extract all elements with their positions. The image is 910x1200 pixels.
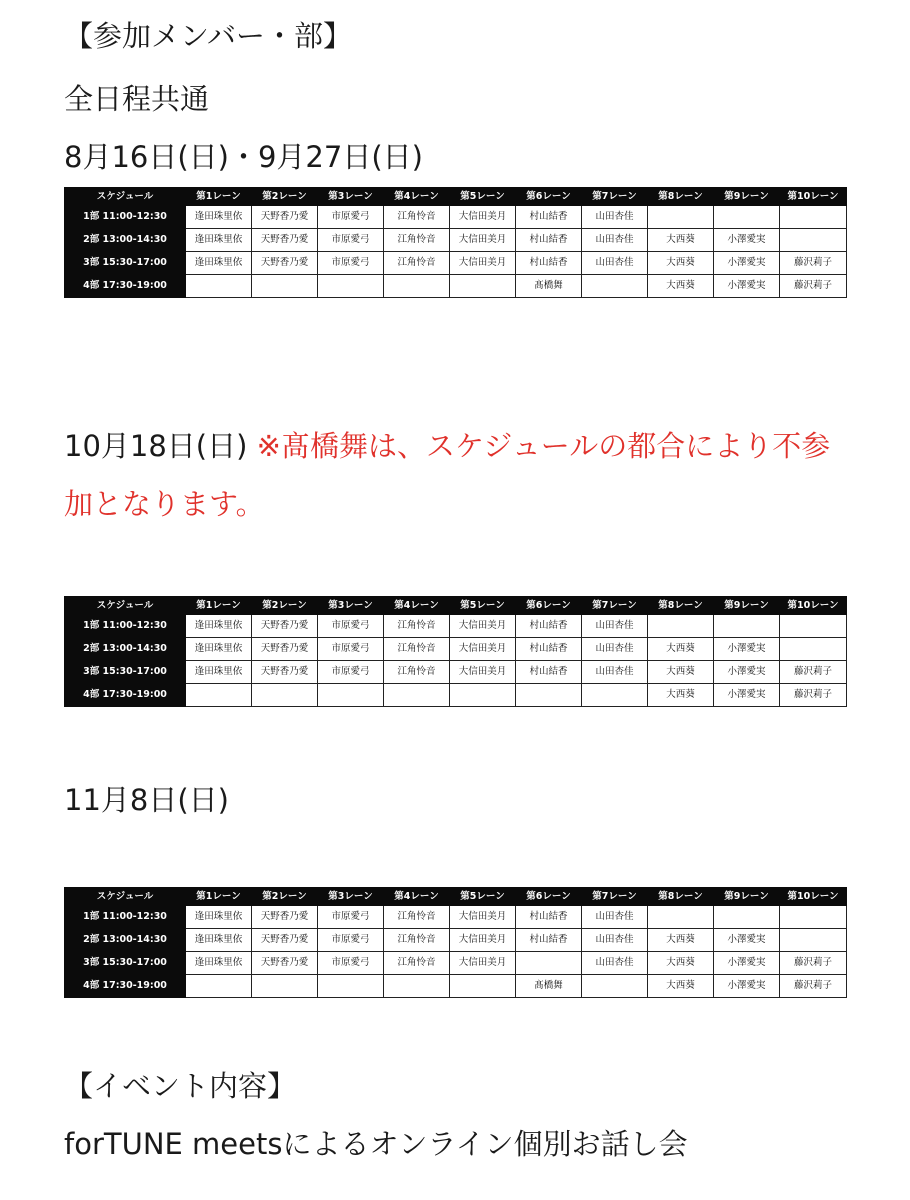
table-header-row: [65, 188, 847, 206]
common-schedule-label: 全日程共通: [64, 82, 210, 116]
member-cell: 天野香乃愛: [252, 906, 318, 929]
table-row: [65, 638, 847, 661]
member-cell: 市原愛弓: [318, 906, 384, 929]
member-cell: 逢田珠里依: [186, 661, 252, 684]
member-cell: 大西葵: [648, 275, 714, 298]
member-cell: 小澤愛実: [714, 684, 780, 707]
member-cell: [780, 206, 847, 229]
slot-label: 2部 13:00-14:30: [65, 638, 186, 661]
member-cell: [186, 684, 252, 707]
member-cell: 天野香乃愛: [252, 929, 318, 952]
member-cell: 小澤愛実: [714, 661, 780, 684]
member-cell: 大西葵: [648, 975, 714, 998]
header-lane-3: 第3レーン: [318, 597, 384, 615]
header-schedule-cell: スケジュール: [65, 188, 186, 206]
member-cell: 逢田珠里依: [186, 638, 252, 661]
member-cell: [450, 684, 516, 707]
header-lane-3: 第3レーン: [318, 888, 384, 906]
member-cell: 市原愛弓: [318, 952, 384, 975]
member-cell: 市原愛弓: [318, 929, 384, 952]
header-lane-2: 第2レーン: [252, 888, 318, 906]
member-cell: 村山結香: [516, 929, 582, 952]
header-lane-7: 第7レーン: [582, 888, 648, 906]
table-row: [65, 906, 847, 929]
member-cell: 大信田美月: [450, 661, 516, 684]
member-cell: [318, 684, 384, 707]
member-cell: 山田杏佳: [582, 638, 648, 661]
member-cell: [648, 615, 714, 638]
member-cell: 大信田美月: [450, 906, 516, 929]
table-header-row: [65, 597, 847, 615]
member-cell: 大信田美月: [450, 929, 516, 952]
member-cell: [582, 275, 648, 298]
member-cell: 逢田珠里依: [186, 252, 252, 275]
member-cell: 天野香乃愛: [252, 952, 318, 975]
member-cell: 江角怜音: [384, 638, 450, 661]
header-lane-9: 第9レーン: [714, 597, 780, 615]
member-cell: [714, 206, 780, 229]
member-cell: 村山結香: [516, 638, 582, 661]
member-cell: 天野香乃愛: [252, 661, 318, 684]
member-cell: 江角怜音: [384, 229, 450, 252]
table-row: [65, 206, 847, 229]
header-lane-8: 第8レーン: [648, 888, 714, 906]
header-lane-6: 第6レーン: [516, 597, 582, 615]
header-lane-5: 第5レーン: [450, 597, 516, 615]
member-cell: 大西葵: [648, 661, 714, 684]
slot-label: 1部 11:00-12:30: [65, 615, 186, 638]
member-cell: 天野香乃愛: [252, 638, 318, 661]
member-cell: 山田杏佳: [582, 206, 648, 229]
header-lane-2: 第2レーン: [252, 188, 318, 206]
member-cell: 村山結香: [516, 661, 582, 684]
member-cell: 藤沢莉子: [780, 975, 847, 998]
header-lane-4: 第4レーン: [384, 888, 450, 906]
table-row: [65, 929, 847, 952]
header-lane-10: 第10レーン: [780, 888, 847, 906]
member-cell: [186, 975, 252, 998]
member-cell: 山田杏佳: [582, 252, 648, 275]
member-cell: [516, 684, 582, 707]
absence-notice-continued: 加となります。: [64, 487, 265, 521]
header-lane-10: 第10レーン: [780, 597, 847, 615]
member-cell: 大西葵: [648, 684, 714, 707]
member-cell: [780, 906, 847, 929]
header-lane-5: 第5レーン: [450, 888, 516, 906]
member-cell: 山田杏佳: [582, 952, 648, 975]
schedule-table-nov: [64, 887, 847, 998]
member-cell: [384, 975, 450, 998]
header-lane-3: 第3レーン: [318, 188, 384, 206]
member-cell: [582, 684, 648, 707]
absence-notice: ※髙橋舞は、スケジュールの都合により不参: [256, 429, 831, 463]
header-lane-2: 第2レーン: [252, 597, 318, 615]
member-cell: 大信田美月: [450, 615, 516, 638]
member-cell: 山田杏佳: [582, 229, 648, 252]
header-lane-4: 第4レーン: [384, 188, 450, 206]
slot-label: 3部 15:30-17:00: [65, 661, 186, 684]
table-row: [65, 952, 847, 975]
member-cell: [780, 638, 847, 661]
member-cell: [582, 975, 648, 998]
member-cell: 小澤愛実: [714, 929, 780, 952]
member-cell: 大信田美月: [450, 952, 516, 975]
header-lane-8: 第8レーン: [648, 188, 714, 206]
header-lane-9: 第9レーン: [714, 888, 780, 906]
table-header-row: [65, 888, 847, 906]
header-lane-9: 第9レーン: [714, 188, 780, 206]
member-cell: 天野香乃愛: [252, 206, 318, 229]
table-row: [65, 684, 847, 707]
member-cell: [714, 615, 780, 638]
member-cell: [780, 229, 847, 252]
event-content-heading: 【イベント内容】: [64, 1069, 297, 1103]
table-row: [65, 975, 847, 998]
member-cell: 江角怜音: [384, 206, 450, 229]
member-cell: 藤沢莉子: [780, 275, 847, 298]
date-oct-text: 10月18日(日): [64, 429, 248, 463]
header-lane-8: 第8レーン: [648, 597, 714, 615]
date-heading-aug-sep: 8月16日(日)・9月27日(日): [64, 140, 423, 174]
slot-label: 2部 13:00-14:30: [65, 929, 186, 952]
member-cell: 大信田美月: [450, 229, 516, 252]
member-cell: 藤沢莉子: [780, 252, 847, 275]
slot-label: 2部 13:00-14:30: [65, 229, 186, 252]
member-cell: 小澤愛実: [714, 229, 780, 252]
member-cell: 大西葵: [648, 252, 714, 275]
schedule-table-aug-sep: [64, 187, 847, 298]
member-cell: 村山結香: [516, 229, 582, 252]
member-cell: 藤沢莉子: [780, 684, 847, 707]
member-cell: 逢田珠里依: [186, 615, 252, 638]
member-cell: [780, 615, 847, 638]
member-cell: [780, 929, 847, 952]
member-cell: 市原愛弓: [318, 206, 384, 229]
member-cell: 江角怜音: [384, 615, 450, 638]
member-cell: [450, 975, 516, 998]
member-cell: 山田杏佳: [582, 661, 648, 684]
header-lane-1: 第1レーン: [186, 888, 252, 906]
member-cell: 山田杏佳: [582, 615, 648, 638]
slot-label: 4部 17:30-19:00: [65, 684, 186, 707]
table-row: [65, 229, 847, 252]
slot-label: 3部 15:30-17:00: [65, 952, 186, 975]
slot-label: 4部 17:30-19:00: [65, 975, 186, 998]
member-cell: 江角怜音: [384, 252, 450, 275]
member-cell: 逢田珠里依: [186, 929, 252, 952]
table-row: [65, 252, 847, 275]
member-cell: [252, 975, 318, 998]
member-cell: [384, 275, 450, 298]
member-cell: 大信田美月: [450, 206, 516, 229]
table-row: [65, 661, 847, 684]
header-lane-1: 第1レーン: [186, 188, 252, 206]
member-cell: [648, 906, 714, 929]
header-lane-6: 第6レーン: [516, 188, 582, 206]
member-cell: [384, 684, 450, 707]
member-cell: 大信田美月: [450, 252, 516, 275]
header-lane-7: 第7レーン: [582, 188, 648, 206]
member-cell: 小澤愛実: [714, 952, 780, 975]
member-cell: 山田杏佳: [582, 929, 648, 952]
member-cell: 江角怜音: [384, 906, 450, 929]
table-row: [65, 615, 847, 638]
slot-label: 3部 15:30-17:00: [65, 252, 186, 275]
member-cell: 村山結香: [516, 906, 582, 929]
slot-label: 1部 11:00-12:30: [65, 206, 186, 229]
date-heading-nov: 11月8日(日): [64, 783, 229, 817]
member-cell: 小澤愛実: [714, 638, 780, 661]
header-lane-4: 第4レーン: [384, 597, 450, 615]
header-schedule-cell: スケジュール: [65, 888, 186, 906]
member-cell: 江角怜音: [384, 929, 450, 952]
member-cell: 小澤愛実: [714, 275, 780, 298]
member-cell: 逢田珠里依: [186, 906, 252, 929]
member-cell: [450, 275, 516, 298]
member-cell: 逢田珠里依: [186, 952, 252, 975]
member-cell: 村山結香: [516, 252, 582, 275]
member-cell: 市原愛弓: [318, 252, 384, 275]
members-heading: 【参加メンバー・部】: [64, 19, 352, 53]
table-row: [65, 275, 847, 298]
date-heading-oct: [64, 429, 831, 463]
member-cell: 江角怜音: [384, 661, 450, 684]
member-cell: 大西葵: [648, 929, 714, 952]
header-lane-10: 第10レーン: [780, 188, 847, 206]
member-cell: [252, 684, 318, 707]
member-cell: 市原愛弓: [318, 229, 384, 252]
member-cell: 天野香乃愛: [252, 252, 318, 275]
member-cell: 大西葵: [648, 229, 714, 252]
slot-label: 4部 17:30-19:00: [65, 275, 186, 298]
member-cell: 藤沢莉子: [780, 661, 847, 684]
slot-label: 1部 11:00-12:30: [65, 906, 186, 929]
header-schedule-cell: スケジュール: [65, 597, 186, 615]
member-cell: 大西葵: [648, 638, 714, 661]
member-cell: 藤沢莉子: [780, 952, 847, 975]
member-cell: 市原愛弓: [318, 615, 384, 638]
member-cell: [516, 952, 582, 975]
header-lane-5: 第5レーン: [450, 188, 516, 206]
member-cell: [186, 275, 252, 298]
member-cell: 大信田美月: [450, 638, 516, 661]
member-cell: 髙橋舞: [516, 975, 582, 998]
member-cell: 市原愛弓: [318, 638, 384, 661]
member-cell: 天野香乃愛: [252, 229, 318, 252]
member-cell: [252, 275, 318, 298]
member-cell: [318, 975, 384, 998]
member-cell: [648, 206, 714, 229]
header-lane-6: 第6レーン: [516, 888, 582, 906]
member-cell: 逢田珠里依: [186, 206, 252, 229]
header-lane-7: 第7レーン: [582, 597, 648, 615]
member-cell: 山田杏佳: [582, 906, 648, 929]
member-cell: 江角怜音: [384, 952, 450, 975]
member-cell: 小澤愛実: [714, 975, 780, 998]
header-lane-1: 第1レーン: [186, 597, 252, 615]
member-cell: [318, 275, 384, 298]
member-cell: 天野香乃愛: [252, 615, 318, 638]
member-cell: 村山結香: [516, 615, 582, 638]
member-cell: 大西葵: [648, 952, 714, 975]
member-cell: 村山結香: [516, 206, 582, 229]
member-cell: 髙橋舞: [516, 275, 582, 298]
member-cell: [714, 906, 780, 929]
member-cell: 小澤愛実: [714, 252, 780, 275]
schedule-table-oct: [64, 596, 847, 707]
member-cell: 逢田珠里依: [186, 229, 252, 252]
member-cell: 市原愛弓: [318, 661, 384, 684]
event-description: forTUNE meetsによるオンライン個別お話し会: [64, 1127, 688, 1161]
